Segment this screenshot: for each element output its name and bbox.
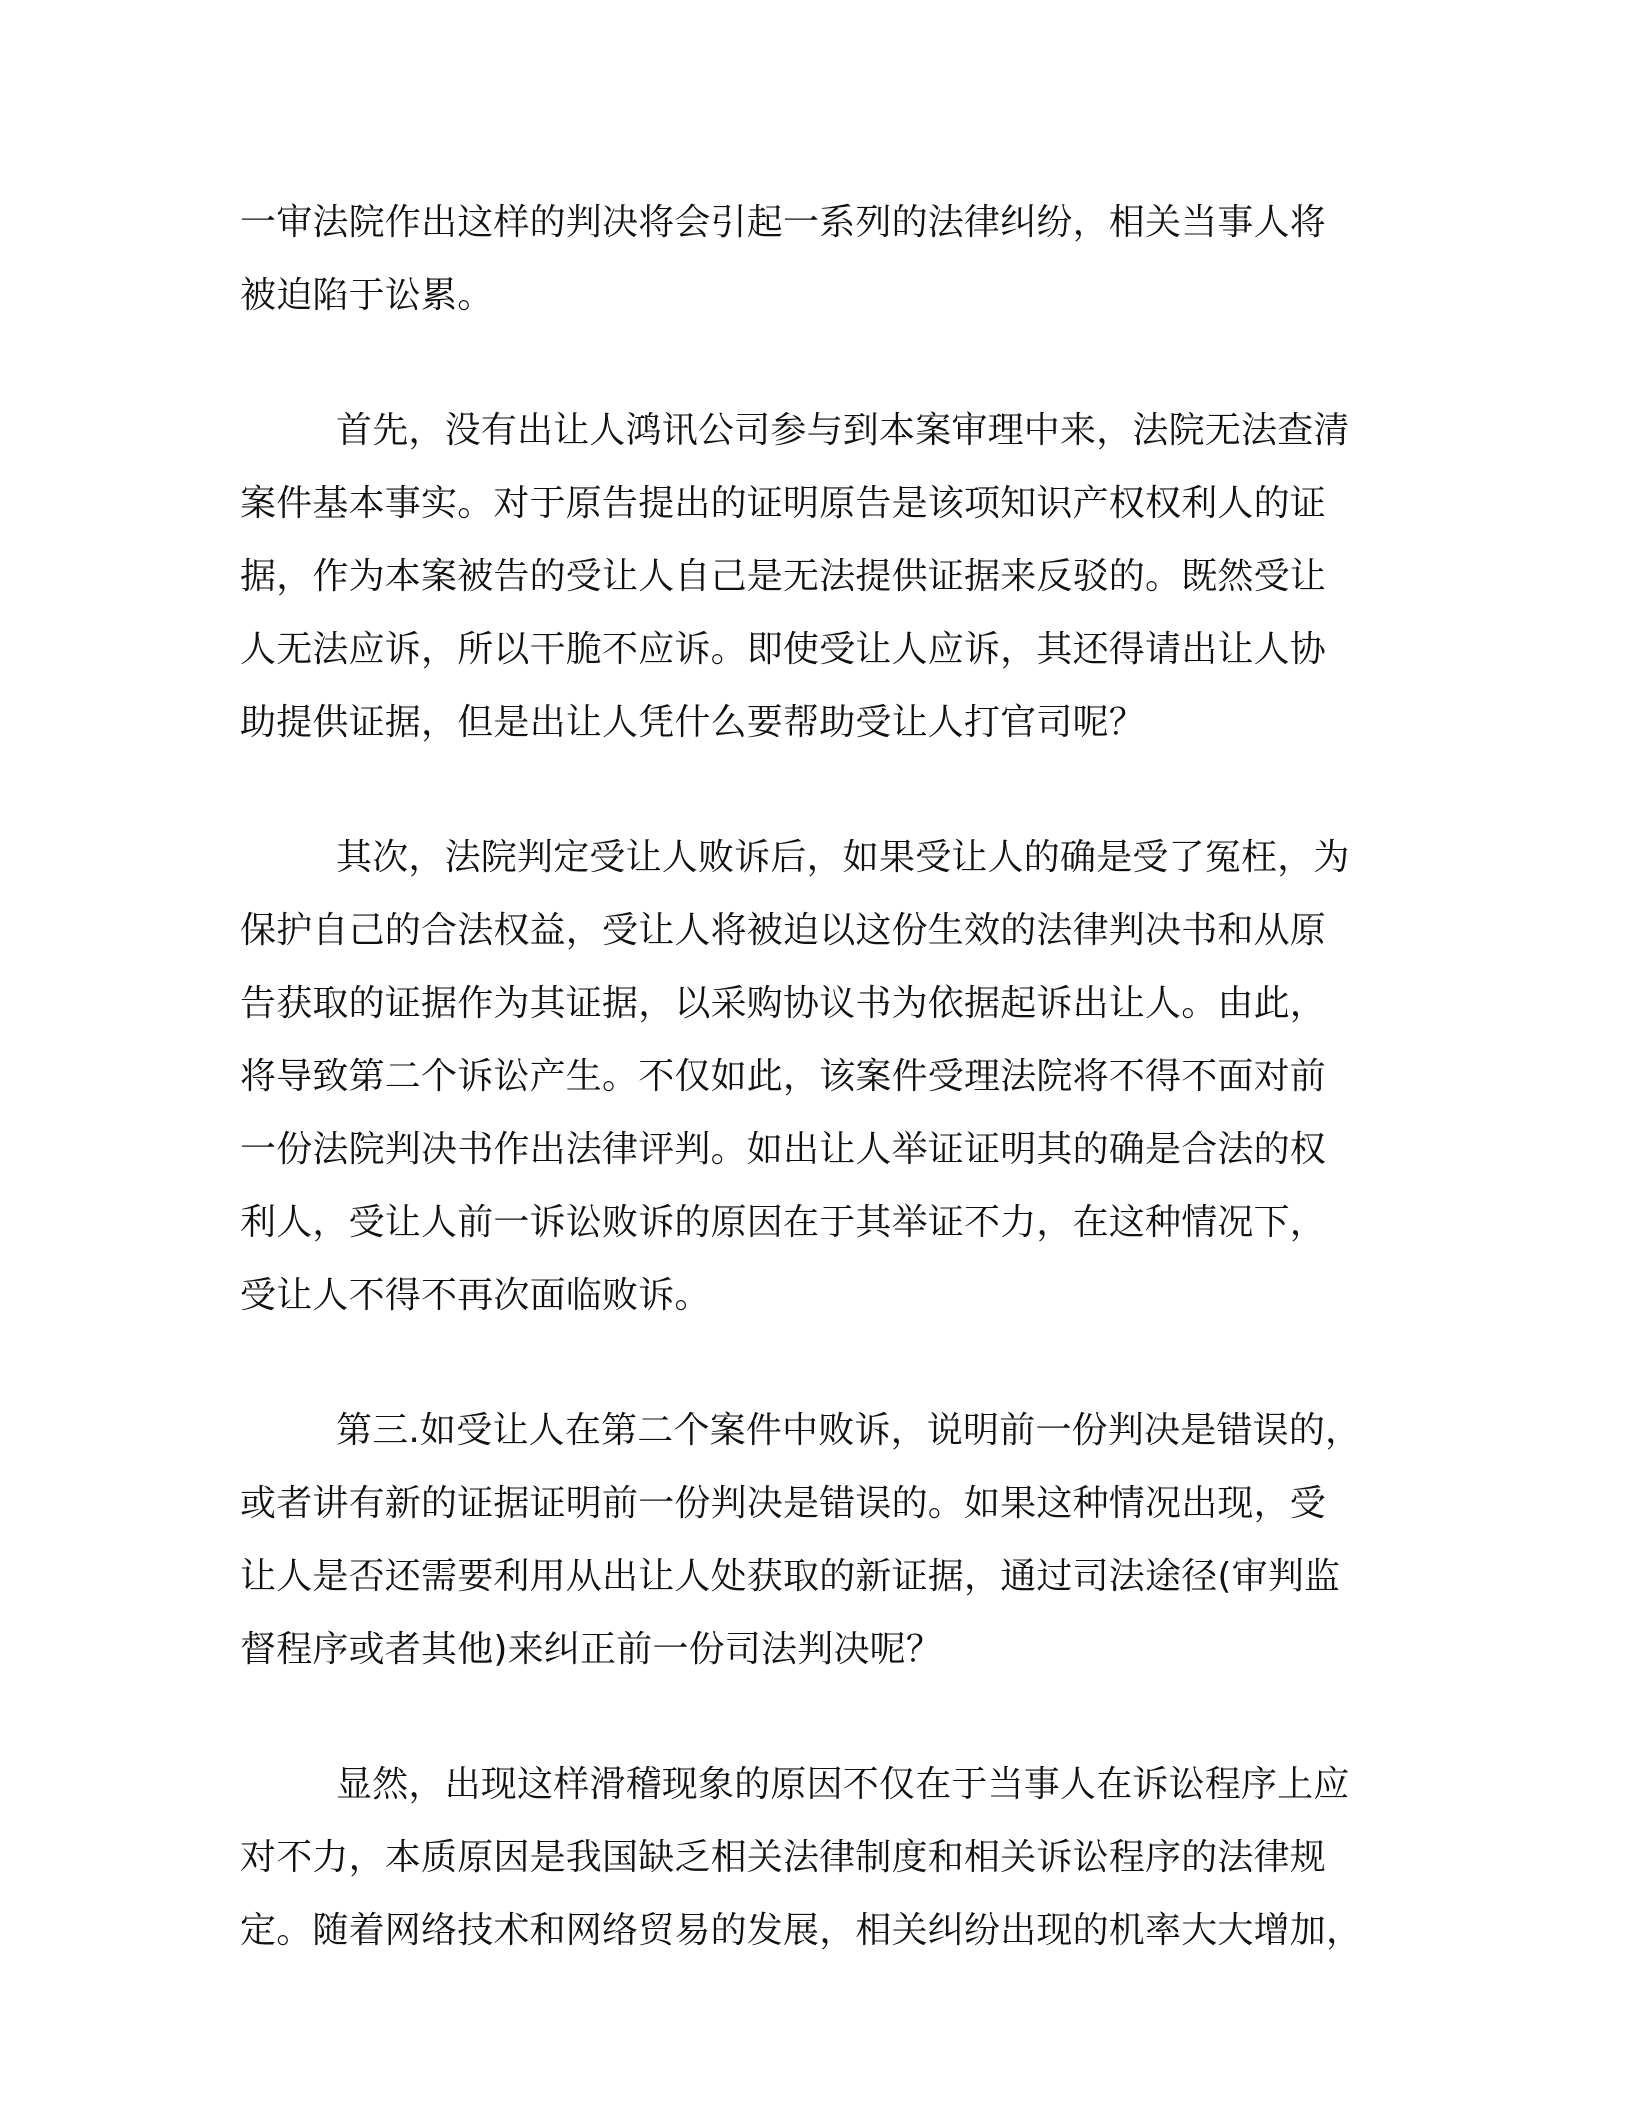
document-body [240, 186, 1390, 2029]
text-line: 人无法应诉，所以干脆不应诉。即使受让人应诉，其还得请出让人协 [240, 629, 1327, 670]
text-line: 一份法院判决书作出法律评判。如出让人举证证明其的确是合法的权 [240, 1129, 1327, 1170]
text-line: 显然，出现这样滑稽现象的原因不仅在于当事人在诉讼程序上应 [336, 1764, 1350, 1805]
text-line: 将导致第二个诉讼产生。不仅如此，该案件受理法院将不得不面对前 [240, 1056, 1327, 1097]
paragraph-4 [240, 1394, 1390, 1686]
text-line: 对不力，本质原因是我国缺乏相关法律制度和相关诉讼程序的法律规 [240, 1837, 1327, 1878]
text-line: 让人是否还需要利用从出让人处获取的新证据，通过司法途径(审判监 [240, 1556, 1341, 1597]
text-line: 案件基本事实。对于原告提出的证明原告是该项知识产权权利人的证 [240, 483, 1327, 524]
text-line: 其次，法院判定受让人败诉后，如果受让人的确是受了冤枉，为 [336, 837, 1350, 878]
text-line: 被迫陷于讼累。 [240, 275, 494, 316]
paragraph-5 [240, 1748, 1390, 1967]
text-line: 保护自己的合法权益，受让人将被迫以这份生效的法律判决书和从原 [240, 910, 1327, 951]
text-line: 定。随着网络技术和网络贸易的发展，相关纠纷出现的机率大大增加， [240, 1910, 1363, 1951]
text-line: 督程序或者其他)来纠正前一份司法判决呢？ [240, 1629, 943, 1670]
text-line: 一审法院作出这样的判决将会引起一系列的法律纠纷，相关当事人将 [240, 202, 1327, 243]
text-line: 告获取的证据作为其证据，以采购协议书为依据起诉出让人。由此， [240, 983, 1327, 1024]
text-line: 据，作为本案被告的受让人自己是无法提供证据来反驳的。既然受让 [240, 556, 1327, 597]
text-line: 受让人不得不再次面临败诉。 [240, 1275, 711, 1316]
paragraph-3 [240, 821, 1390, 1332]
text-line: 第三.如受让人在第二个案件中败诉，说明前一份判决是错误的， [336, 1410, 1362, 1451]
text-line: 或者讲有新的证据证明前一份判决是错误的。如果这种情况出现，受 [240, 1483, 1327, 1524]
paragraph-2 [240, 394, 1390, 759]
text-line: 首先，没有出让人鸿讯公司参与到本案审理中来，法院无法查清 [336, 410, 1350, 451]
paragraph-1 [240, 186, 1390, 332]
text-line: 助提供证据，但是出让人凭什么要帮助受让人打官司呢？ [240, 702, 1146, 743]
text-line: 利人，受让人前一诉讼败诉的原因在于其举证不力，在这种情况下， [240, 1202, 1327, 1243]
